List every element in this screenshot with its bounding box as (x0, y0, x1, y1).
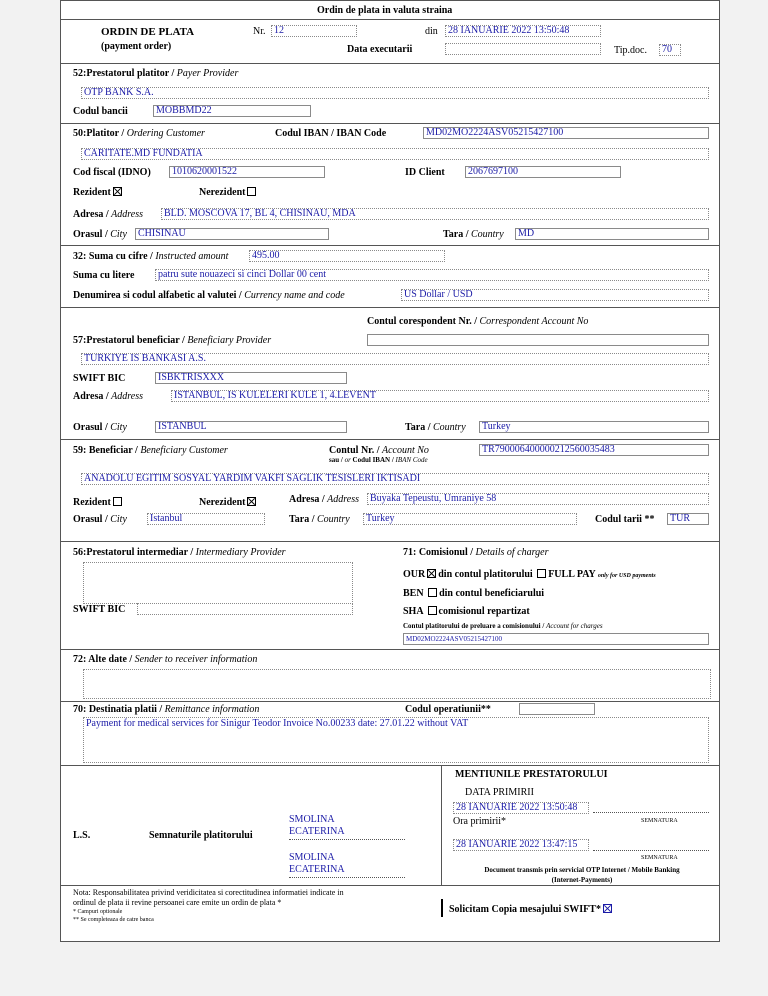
signature-2-line (289, 877, 405, 878)
payer-provider-name-field[interactable]: OTP BANK S.A. (81, 87, 709, 99)
exec-date-field[interactable] (445, 43, 601, 55)
beneficiary-provider-name-field[interactable]: TURKIYE IS BANKASI A.S. (81, 353, 709, 365)
payer-resident-checkbox[interactable] (113, 187, 122, 196)
other-info-heading: 72: Alte date / Sender to receiver information (73, 654, 258, 665)
amount-words-label: Suma cu litere (73, 270, 135, 281)
charges-ben-row: BEN din contul beneficiarului (403, 588, 545, 599)
doc-name: ORDIN DE PLATA (101, 26, 195, 38)
beneficiary-address-label: Adresa / Address (289, 494, 360, 505)
payer-city-label: Orasul / City (73, 229, 127, 240)
divider (61, 701, 719, 702)
payment-order-form (60, 0, 720, 942)
receipt-time-field[interactable]: 28 IANUARIE 2022 13:47:15 (453, 839, 589, 851)
payer-nonresident-checkbox[interactable] (247, 187, 256, 196)
signature-1-line (289, 839, 405, 840)
signature-2-line-2: ECATERINA (289, 864, 345, 875)
charges-sha-checkbox[interactable] (428, 606, 437, 615)
country-code-label: Codul tarii ** (595, 514, 655, 525)
exec-date-label: Data executarii (347, 44, 413, 55)
beneficiary-city-label: Orasul / City (73, 514, 127, 525)
note-line-2: ordinul de plata ii revine persoanei care emite un ordin de plata * (73, 898, 282, 907)
beneficiary-provider-address-label: Adresa / Address (73, 391, 144, 402)
beneficiary-provider-city-field[interactable]: ISTANBUL (155, 421, 347, 433)
din-label: din (425, 26, 438, 37)
note-line-1: Nota: Responsabilitatea privind veridicitatea si corectitudinea informatiei indicate in (73, 888, 344, 897)
signature-1-line-1: SMOLINA (289, 814, 335, 825)
currency-field[interactable]: US Dollar / USD (401, 289, 709, 301)
bank-code-field[interactable]: MOBBMD22 (153, 105, 311, 117)
tip-doc-label: Tip.doc. (614, 45, 647, 56)
transmitted-line-1: Document transmis prin servicial OTP Internet / Mobile Banking (484, 866, 680, 874)
swift-copy-request: Solicitam Copia mesajului SWIFT* (449, 904, 614, 916)
divider (61, 649, 719, 650)
payer-country-label: Tara / Country (443, 229, 504, 240)
account-label: Contul Nr. / Account No (329, 445, 429, 456)
divider (61, 439, 719, 440)
beneficiary-nonresident-checkbox[interactable] (247, 497, 256, 506)
iban-label: Codul IBAN / IBAN Code (275, 128, 387, 139)
beneficiary-heading: 59: Beneficiar / Beneficiary Customer (73, 445, 228, 456)
receipt-date-field[interactable]: 28 IANUARIE 2022 13:50:48 (453, 802, 589, 814)
divider (61, 541, 719, 542)
divider (441, 899, 443, 917)
beneficiary-country-label: Tara / Country (289, 514, 350, 525)
intermediary-field[interactable] (83, 562, 353, 604)
payer-iban-field[interactable]: MD02MO2224ASV05215427100 (423, 127, 709, 139)
correspondent-label: Contul corespondent Nr. / Correspondent Account No (367, 316, 589, 327)
fiscal-code-field[interactable]: 1010620001522 (169, 166, 325, 178)
divider (441, 765, 442, 885)
beneficiary-resident: Rezident (73, 497, 124, 509)
intermediary-swift-label: SWIFT BIC (73, 604, 126, 615)
payer-country-field[interactable]: MD (515, 228, 709, 240)
charges-our-row: OUR din contul platitorului FULL PAY only for USD payments (403, 569, 656, 580)
nr-label: Nr. (253, 26, 266, 37)
client-id-field[interactable]: 2067697100 (465, 166, 621, 178)
beneficiary-city-field[interactable]: Istanbul (147, 513, 265, 525)
charges-ben-checkbox[interactable] (428, 588, 437, 597)
beneficiary-provider-address-field[interactable]: ISTANBUL, IS KULELERI KULE 1, 4.LEVENT (171, 390, 709, 402)
fiscal-code-label: Cod fiscal (IDNO) (73, 167, 151, 178)
form-title: Ordin de plata in valuta straina (317, 5, 453, 16)
bank-code-label: Codul bancii (73, 106, 128, 117)
currency-label: Denumirea si codul alfabetic al valutei / Currency name and code (73, 290, 345, 301)
payer-resident: Rezident (73, 187, 124, 199)
amount-words-field[interactable]: patru sute nouazeci si cinci Dollar 00 cent (155, 269, 709, 281)
country-code-field[interactable]: TUR (667, 513, 709, 525)
signature-2-line-1: SMOLINA (289, 852, 335, 863)
ls-label: L.S. (73, 830, 91, 841)
operation-code-label: Codul operatiunii** (405, 704, 491, 715)
divider (61, 63, 719, 64)
divider (61, 19, 719, 20)
intermediary-swift-field[interactable] (137, 603, 353, 615)
charges-heading: 71: Comisionul / Details of charger (403, 547, 549, 558)
swift-field[interactable]: ISBKTRISXXX (155, 372, 347, 384)
remittance-heading: 70: Destinatia platii / Remittance information (73, 704, 260, 715)
charges-account-label: Contul platitorului de preluare a comisionului / Account for charges (403, 622, 603, 630)
amount-field[interactable]: 495.00 (249, 250, 445, 262)
payer-provider-heading: 52:Prestatorul platitor / Payer Provider (73, 68, 239, 79)
nr-field[interactable]: 12 (271, 25, 357, 37)
signature-label-1: SEMNATURA (641, 818, 678, 824)
charges-sha-row: SHA comisionul repartizat (403, 606, 530, 617)
intermediary-heading: 56:Prestatorul intermediar / Intermediary Provider (73, 547, 286, 558)
receipt-time-signature-line (593, 850, 709, 851)
amount-label: 32: Suma cu cifre / Instructed amount (73, 251, 229, 262)
remittance-field[interactable]: Payment for medical services for Sinigur Teodor Invoice No.00233 date: 27.01.22 without VAT (83, 717, 709, 763)
client-id-label: ID Client (405, 167, 445, 178)
beneficiary-nonresident: Nerezident (199, 497, 258, 509)
beneficiary-resident-checkbox[interactable] (113, 497, 122, 506)
doc-name-en: (payment order) (101, 41, 172, 52)
signature-label-2: SEMNATURA (641, 855, 678, 861)
beneficiary-name-field[interactable]: ANADOLU EGITIM SOSYAL YARDIM VAKFI SAGLIK TESISLERI IKTISADI (81, 473, 709, 485)
divider (61, 123, 719, 124)
tip-doc-field[interactable]: 70 (659, 44, 681, 56)
swift-label: SWIFT BIC (73, 373, 126, 384)
payer-address-label: Adresa / Address (73, 209, 144, 220)
divider (61, 245, 719, 246)
payer-nonresident: Nerezident (199, 187, 258, 199)
divider (61, 765, 719, 766)
operation-code-field[interactable] (519, 703, 595, 715)
beneficiary-country-field[interactable]: Turkey (363, 513, 577, 525)
beneficiary-address-field[interactable]: Buyaka Tepeustu, Umraniye 58 (367, 493, 709, 505)
receipt-date-label: DATA PRIMIRII (465, 787, 534, 798)
signature-1-line-2: ECATERINA (289, 826, 345, 837)
payer-city-field[interactable]: CHISINAU (135, 228, 329, 240)
beneficiary-provider-city-label: Orasul / City (73, 422, 127, 433)
beneficiary-provider-heading: 57:Prestatorul beneficiar / Beneficiary Provider (73, 335, 272, 346)
payer-name-field[interactable]: CARITATE.MD FUNDATIA (81, 148, 709, 160)
payer-address-field[interactable]: BLD. MOSCOVA 17, BL 4, CHISINAU, MDA (161, 208, 709, 220)
transmitted-line-2: (Internet-Payments) (551, 876, 613, 884)
payer-signatures-label: Semnaturile platitorului (149, 830, 253, 841)
correspondent-field[interactable] (367, 334, 709, 346)
payer-heading: 50:Platitor / Ordering Customer (73, 128, 205, 139)
beneficiary-provider-country-label: Tara / Country (405, 422, 466, 433)
charges-full-pay-checkbox[interactable] (537, 569, 546, 578)
note-line-3: * Campuri optionale (73, 909, 123, 915)
beneficiary-provider-country-field[interactable]: Turkey (479, 421, 709, 433)
divider (61, 885, 719, 886)
charges-our-checkbox[interactable] (427, 569, 436, 578)
swift-copy-checkbox[interactable] (603, 904, 612, 913)
account-sub-label: sau / or Codul IBAN / IBAN Code (329, 456, 428, 464)
divider (61, 307, 719, 308)
receipt-time-label: Ora primirii* (453, 816, 507, 827)
other-info-field[interactable] (83, 669, 711, 699)
beneficiary-account-field[interactable]: TR790006400000212560035483 (479, 444, 709, 456)
date-field[interactable]: 28 IANUARIE 2022 13:50:48 (445, 25, 601, 37)
provider-notes-title: MENTIUNILE PRESTATORULUI (455, 769, 608, 780)
receipt-signature-line (593, 812, 709, 813)
charges-account-field[interactable]: MD02MO2224ASV05215427100 (403, 633, 709, 645)
note-line-4: ** Se completeaza de catre banca (73, 917, 154, 923)
